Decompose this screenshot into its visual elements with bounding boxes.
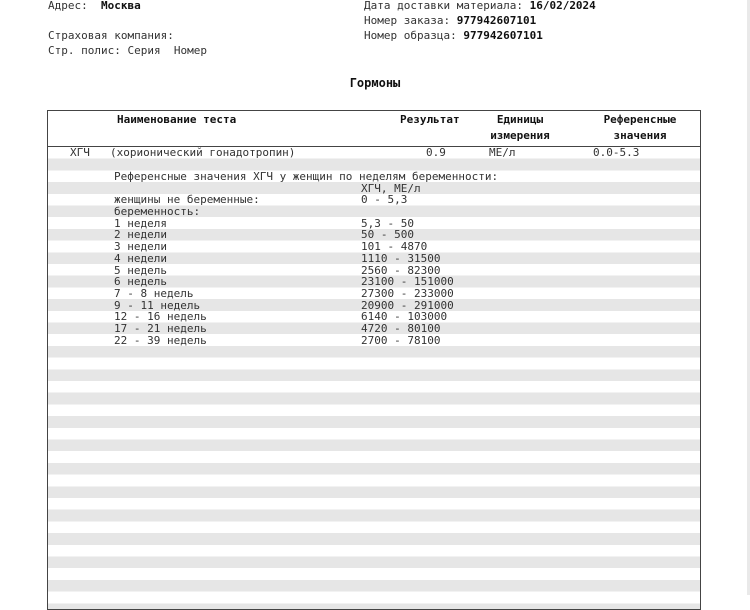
reference-period-label: 5 недель — [114, 263, 167, 277]
reference-period-value: 20900 - 291000 — [361, 298, 454, 312]
results-table — [47, 110, 701, 610]
table-header — [48, 111, 700, 147]
test-name: (хорионический гонадотропин) — [110, 146, 296, 159]
reference-period-label: женщины не беременные: — [114, 193, 260, 207]
policy-line — [48, 43, 207, 58]
test-units: МЕ/л — [489, 146, 516, 159]
col-units-header-1: Единицы — [496, 113, 544, 126]
list-item — [114, 323, 674, 335]
reference-period-value: 5,3 - 50 — [361, 216, 414, 230]
reference-period-label: беременность: — [114, 205, 201, 219]
reference-title: Референсные значения ХГЧ у женщин по неделям беременности: — [114, 170, 499, 183]
sample-value: 977942607101 — [463, 29, 543, 42]
section-title: Гормоны — [349, 76, 401, 90]
reference-period-label: 7 - 8 недель — [114, 286, 194, 300]
test-code: ХГЧ — [70, 146, 90, 159]
insurance-label: Страховая компания: — [48, 29, 174, 42]
address-label: Адрес: — [48, 0, 88, 12]
delivery-label: Дата доставки материала: — [364, 0, 523, 12]
col-ref-header-1: Референсные — [603, 113, 677, 126]
reference-period-value: 0 - 5,3 — [361, 193, 408, 207]
list-item — [114, 253, 674, 265]
reference-period-value: 2560 - 82300 — [361, 263, 441, 277]
reference-title-line — [114, 171, 674, 183]
sample-label: Номер образца: — [364, 29, 457, 42]
test-reference: 0.0-5.3 — [593, 146, 640, 159]
list-item — [114, 335, 674, 347]
reference-period-value: 23100 - 151000 — [361, 275, 454, 289]
policy-label: Стр. полис: Серия — [48, 44, 161, 57]
reference-period-label: 3 недели — [114, 240, 167, 254]
delivery-line — [364, 0, 596, 13]
reference-period-value: 6140 - 103000 — [361, 310, 448, 324]
reference-period-label: 9 - 11 недель — [114, 298, 201, 312]
policy-number-label: Номер — [173, 44, 207, 57]
reference-period-label: 4 недели — [114, 251, 167, 265]
table-row — [48, 146, 700, 159]
sample-line — [364, 28, 543, 43]
reference-period-label: 1 неделя — [114, 216, 167, 230]
order-value: 977942607101 — [456, 14, 537, 27]
col-test-header: Наименование теста — [117, 113, 237, 126]
reference-units: ХГЧ, МЕ/л — [361, 181, 421, 195]
list-item — [114, 288, 674, 300]
delivery-value: 16/02/2024 — [529, 0, 596, 12]
reference-period-label: 12 - 16 недель — [114, 310, 207, 324]
order-label: Номер заказа: — [364, 14, 451, 27]
reference-period-label: 2 недели — [114, 228, 167, 242]
reference-period-value: 2700 - 78100 — [361, 333, 441, 347]
reference-period-label: 22 - 39 недель — [114, 333, 207, 347]
col-ref-header-2: значения — [613, 129, 667, 142]
reference-period-label: 17 - 21 недель — [114, 321, 207, 335]
order-line — [364, 13, 536, 28]
col-result-header: Результат — [400, 113, 460, 126]
reference-period-value: 4720 - 80100 — [361, 321, 441, 335]
col-units-header-2: измерения — [490, 129, 550, 142]
address-value: Москва — [101, 0, 141, 12]
reference-period-value: 27300 - 233000 — [361, 286, 454, 300]
reference-period-value: 101 - 4870 — [361, 240, 428, 254]
list-item — [114, 206, 674, 218]
reference-block — [114, 171, 674, 346]
reference-period-value: 1110 - 31500 — [361, 251, 441, 265]
address-line — [48, 0, 141, 13]
reference-period-label: 6 недель — [114, 275, 167, 289]
reference-period-value: 50 - 500 — [361, 228, 414, 242]
test-result: 0.9 — [426, 146, 446, 159]
